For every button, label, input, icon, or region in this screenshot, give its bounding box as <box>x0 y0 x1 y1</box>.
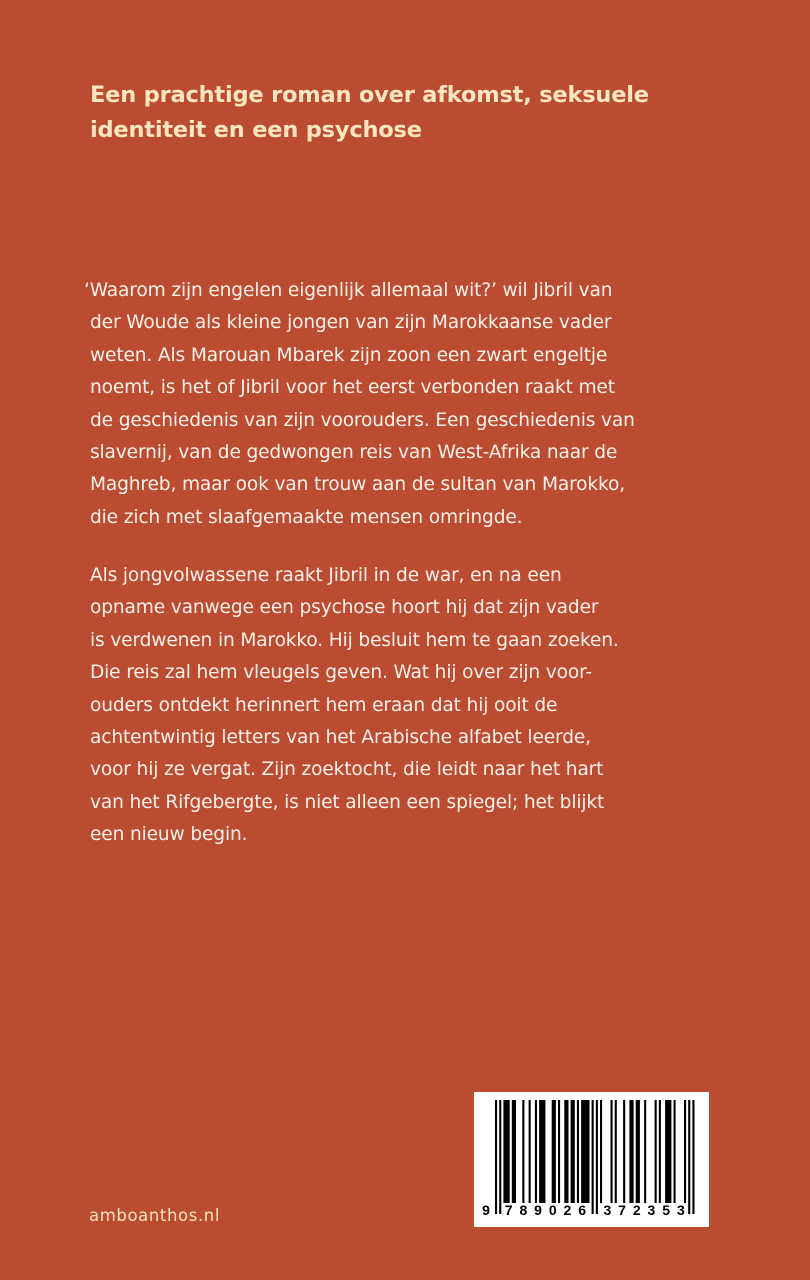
svg-text:3: 3 <box>647 1202 656 1218</box>
barcode-bars <box>495 1100 695 1214</box>
svg-text:0: 0 <box>548 1202 557 1218</box>
svg-text:3: 3 <box>603 1202 612 1218</box>
svg-text:9: 9 <box>534 1202 542 1218</box>
svg-text:7: 7 <box>618 1202 626 1218</box>
barcode-graphic <box>474 1092 709 1227</box>
svg-text:2: 2 <box>632 1202 641 1218</box>
svg-text:9: 9 <box>482 1202 490 1218</box>
headline-line: identiteit en een psychose <box>90 117 422 143</box>
svg-text:5: 5 <box>662 1202 671 1218</box>
blurb-line: een nieuw begin. <box>90 824 248 846</box>
blurb-line: slavernij, van de gedwongen reis van West-Afrika naar de <box>90 442 618 464</box>
publisher-website-link[interactable]: amboanthos.nl <box>89 1206 221 1225</box>
blurb-line: voor hij ze vergat. Zijn zoektocht, die leidt naar het hart <box>90 759 604 781</box>
blurb-paragraph-2 <box>90 560 730 852</box>
blurb-paragraph-1 <box>84 275 730 534</box>
blurb-line: de geschiedenis van zijn voorouders. Een geschiedenis van <box>90 409 635 431</box>
blurb-line: ouders ontdekt herinnert hem eraan dat hij ooit de <box>90 694 558 716</box>
blurb-line: van het Rifgebergte, is niet alleen een spiegel; het blijkt <box>90 791 605 813</box>
svg-text:3: 3 <box>676 1202 685 1218</box>
tagline-headline <box>90 78 730 148</box>
svg-text:7: 7 <box>504 1202 513 1218</box>
isbn-barcode <box>474 1092 709 1227</box>
blurb-line: Die reis zal hem vleugels geven. Wat hij over zijn voor- <box>90 662 592 684</box>
blurb-line: is verdwenen in Marokko. Hij besluit hem te gaan zoeken. <box>90 629 619 651</box>
svg-text:2: 2 <box>563 1202 572 1218</box>
blurb-line: opname vanwege een psychose hoort hij dat zijn vader <box>90 597 599 619</box>
headline-line: Een prachtige roman over afkomst, seksuele <box>90 82 649 108</box>
blurb-line: noemt, is het of Jibril voor het eerst verbonden raakt met <box>90 377 615 399</box>
blurb-line: weten. Als Marouan Mbarek zijn zoon een zwart engeltje <box>90 344 608 366</box>
blurb-line: die zich met slaafgemaakte mensen omringde. <box>90 506 523 528</box>
barcode-digits <box>482 1202 685 1218</box>
blurb-line: achtentwintig letters van het Arabische alfabet leerde, <box>90 727 591 749</box>
svg-text:8: 8 <box>519 1202 528 1218</box>
blurb-line: Maghreb, maar ook van trouw aan de sultan van Marokko, <box>90 474 625 496</box>
blurb-line: Als jongvolwassene raakt Jibril in de war, en na een <box>90 565 562 586</box>
blurb-line: ‘Waarom zijn engelen eigenlijk allemaal wit?’ wil Jibril van <box>84 280 613 301</box>
blurb-line: der Woude als kleine jongen van zijn Marokkaanse vader <box>90 312 612 334</box>
svg-text:6: 6 <box>578 1202 587 1218</box>
